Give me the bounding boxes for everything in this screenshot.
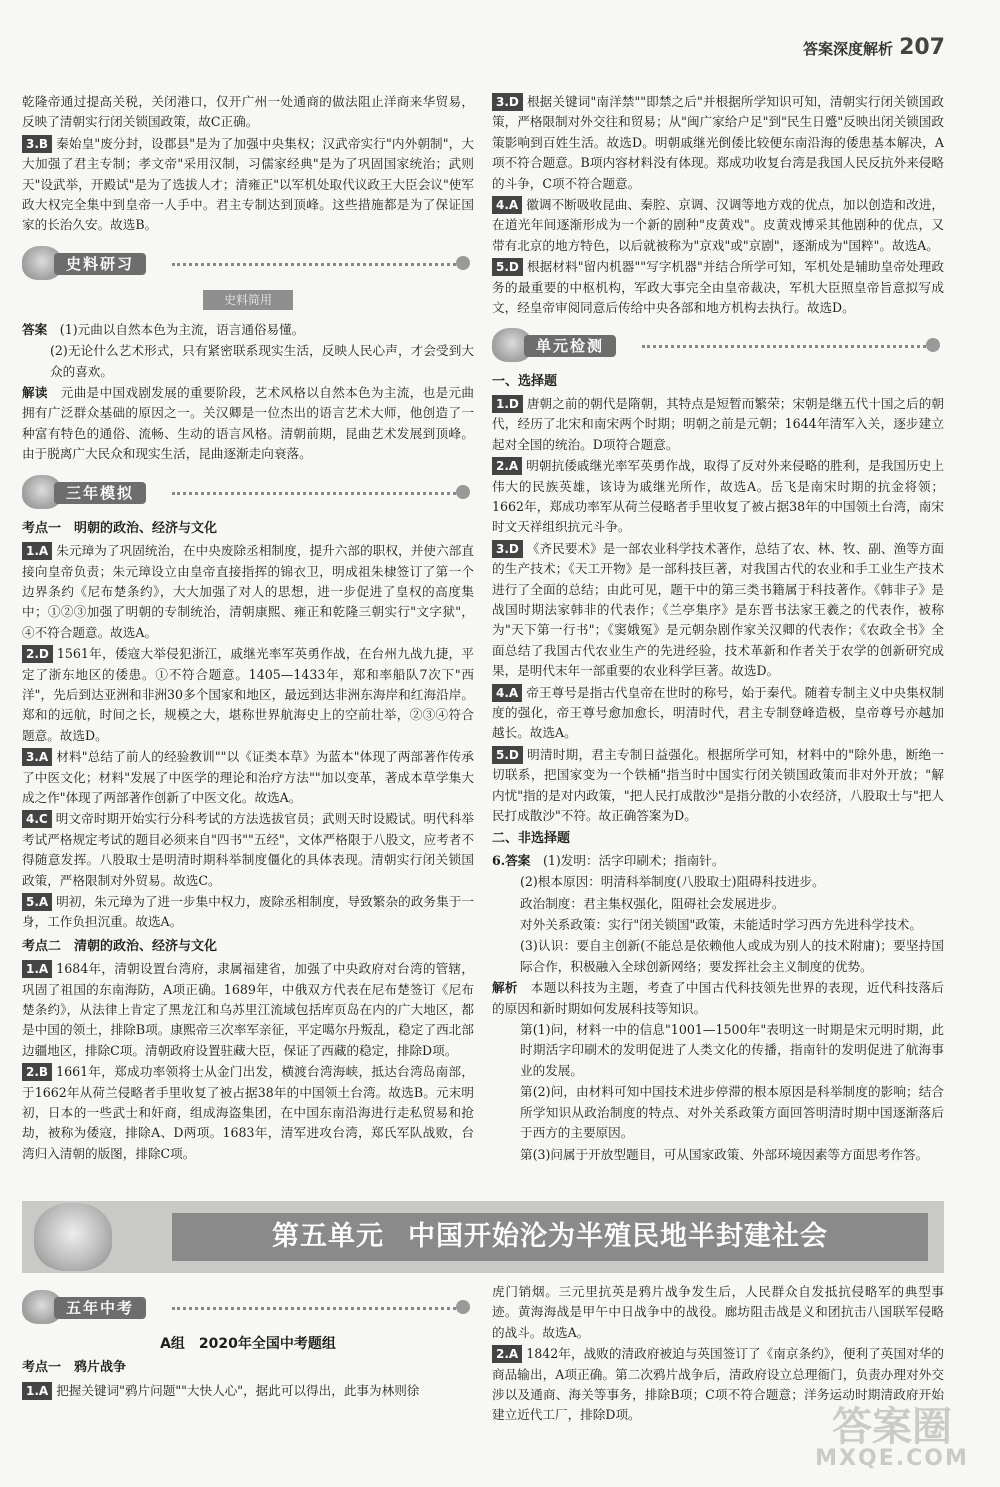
answer-tag: 2.B — [22, 1063, 52, 1081]
section-banner-unit-test — [492, 328, 944, 362]
answer-tag: 2.A — [492, 457, 522, 475]
unit-banner — [22, 1201, 944, 1273]
banner-end-icon — [456, 256, 470, 270]
answer-text: 明清时期，君主专制日益强化。根据所学可知，材料中的"除外患，断绝一切联系，把国家变为一个铁桶"指当时中国实行闭关锁国政策而非对外开放；"解内忧"指的是对内政策，"把人民打成散沙"是指分散的小农经济，八股取士与"把人民打成散沙"不符。故正确答案为D。 — [492, 746, 944, 823]
topic-heading: 考点二 清朝的政治、经济与文化 — [22, 938, 218, 954]
answer-tag: 3.D — [492, 540, 523, 558]
answer-text: (1)元曲以自然本色为主流，语言通俗易懂。 — [59, 321, 305, 337]
answer-tag: 4.A — [492, 196, 522, 214]
explanation-paragraph: 第(2)问，由材料可知中国技术进步停滞的根本原因是科举制度的影响；结合所学知识从政治制度的特点、对外关系政策方面回答明清时期中国逐渐落后于西方的主要原因。 — [520, 1084, 944, 1141]
answer-text: 秦始皇"废分封，设郡县"是为了加强中央集权；汉武帝实行"内外朝制"，大大加强了君主专制；孝文帝"采用汉制，习儒家经典"是为了巩固国家统治；武则天"设武举，开殿试"是为了选拔人才；清雍正"以军机处取代议政王大臣会议"使军政大权完全集中到皇帝一人手中。君主专制达到顶峰。这些措施都是为了保证国家的长治久安。故选B。 — [22, 135, 474, 233]
answer-text: 1661年，郑成功率领将士从金门出发，横渡台湾海峡，抵达台湾岛南部，于1662年从荷兰侵略者手里收复了被占据38年的中国领土台湾。故选B。元末明初，日本的一些武士和奸商，组成海盗集团，在中国东南沿海进行走私贸易和抢劫，被称为倭寇，排除A、D两项。1683年，清军进攻台湾，郑氏军队战败，台湾归入清朝的版图，排除C项。 — [22, 1064, 474, 1161]
banner-end-icon — [926, 338, 940, 352]
answer-item — [492, 539, 944, 682]
answer-item — [22, 892, 474, 933]
answer-paragraph: (2)根本原因：明清科举制度(八股取士)阻碍科技进步。 — [520, 874, 825, 890]
answer-item — [492, 394, 944, 455]
dotted-divider — [172, 1307, 456, 1310]
answer-tag: 4.A — [492, 684, 522, 702]
answer-paragraph: (2)无论什么艺术形式，只有紧密联系现实生活，反映人民心声，才会受到大众的喜欢。 — [50, 343, 474, 379]
answer-text: 1561年，倭寇大举侵犯浙江，戚继光率军英勇作战，在台州九战九捷，平定了浙东地区的倭患。①不符合题意。1405—1433年，郑和率船队7次下"西洋"，先后到达亚洲和非洲30多个国家和地区，最远到达非洲东海岸和红海沿岸。郑和的远航，时间之长，规模之大，堪称世界航海史上的空前壮举，②③④符合题意。故选D。 — [22, 646, 474, 743]
answer-tag: 2.D — [22, 645, 53, 663]
answer-item — [492, 851, 944, 871]
answer-label: 答案 — [22, 321, 48, 337]
answer-tag: 1.A — [22, 960, 52, 978]
section-title: 单元检测 — [524, 335, 616, 357]
answer-tag: 3.B — [22, 135, 52, 153]
page-header — [803, 35, 945, 60]
answer-item — [492, 92, 944, 194]
section-banner-historical-study — [22, 246, 474, 280]
dotted-divider — [172, 263, 456, 266]
explanation-label: 解读 — [22, 385, 48, 401]
unit-number: 第五单元 — [272, 1220, 384, 1252]
header-title: 答案深度解析 — [803, 40, 894, 58]
answer-paragraph: 对外关系政策：实行"闭关锁国"政策，未能适时学习西方先进科学技术。 — [520, 917, 922, 933]
bottom-left-column — [22, 1290, 474, 1402]
answer-tag: 5.A — [22, 893, 52, 911]
section-title: 三年模拟 — [54, 482, 146, 504]
answer-item — [492, 456, 944, 538]
banner-end-icon — [456, 1300, 470, 1314]
subsection-heading: 一、选择题 — [492, 374, 558, 390]
unit-title: 中国开始沦为半殖民地半封建社会 — [408, 1220, 828, 1252]
answer-item — [492, 257, 944, 318]
answer-item — [22, 809, 474, 891]
answer-text: 帝王尊号是指古代皇帝在世时的称号，始于秦代。随着专制主义中央集权制度的强化，帝王尊号愈加愈长，明清时代，君主专制登峰造极，皇帝尊号亦越加越长。故选A。 — [492, 684, 944, 741]
answer-paragraph: (3)认识：要自主创新(不能总是依赖他人或成为别人的技术附庸)；要坚持国际合作，积极融入全球创新网络；要发挥社会主义制度的优势。 — [520, 938, 944, 974]
right-column — [492, 92, 944, 1166]
unit-title-bar — [172, 1213, 928, 1261]
answer-text: 明初，朱元璋为了进一步集中权力，废除丞相制度，导致繁杂的政务集于一身，工作负担沉重。故选A。 — [22, 894, 474, 930]
answer-text: 1842年，战败的清政府被迫与英国签订了《南京条约》，便利了英国对华的商品输出，A项正确。第二次鸦片战争后，清政府设立总理衙门，负责办理对外交涉以及通商、海关等事务，排除B项；C项不符合题意；洋务运动时期清政府开始建立近代工厂，排除D项。 — [492, 1346, 944, 1423]
answer-text: 徽调不断吸收昆曲、秦腔、京调、汉调等地方戏的优点，加以创造和改进，在道光年间逐渐形成为一个新的剧种"皮黄戏"。皮黄戏博采其他剧种的优点，又带有北京的地方特色，以后就被称为"京戏"或"京剧"，逐渐成为"国粹"。故选A。 — [492, 197, 944, 253]
answer-text: 1684年，清朝设置台湾府，隶属福建省，加强了中央政府对台湾的管辖，巩固了祖国的东南海防，A项正确。1689年，中俄双方代表在尼布楚签订《尼布楚条约》，从法律上肯定了黑龙江和乌苏里江流域包括库页岛在内的广大地区，都是中国的领土，排除B项。康熙帝三次率军亲征，平定噶尔丹叛乱，稳定了西北部边疆地区，排除C项。清朝政府设置驻藏大臣，保证了西藏的稳定，排除D项。 — [22, 961, 474, 1058]
answer-item — [22, 541, 474, 643]
topic-heading: 考点一 明朝的政治、经济与文化 — [22, 520, 218, 536]
explanation-paragraph: 第(1)问，材料一中的信息"1001—1500年"表明这一时期是宋元明时期，此时期活字印刷术的发明促进了人类文化的传播，指南针的发明促进了航海事业的发展。 — [520, 1022, 944, 1078]
section-banner-three-year-mock — [22, 475, 474, 509]
answer-tag: 1.A — [22, 542, 52, 560]
explanation-paragraph: 第(3)问属于开放型题目，可从国家政策、外部环境因素等方面思考作答。 — [520, 1146, 929, 1162]
answer-tag: 4.C — [22, 810, 52, 828]
answer-text: 根据材料"留内机器""写字机器"并结合所学可知，军机处是辅助皇帝处理政务的最重要的中枢机构，军政大事完全由皇帝裁决，军机大臣照皇帝旨意拟写成文，经皇帝审阅同意后传给中央各部和地方机构去执行。故选D。 — [492, 259, 944, 316]
watermark-text: 答案圈 — [832, 1403, 952, 1450]
answer-text: 唐朝之前的朝代是隋朝，其特点是短暂而繁荣；宋朝是继五代十国之后的朝代，经历了北宋和南宋两个时期；明朝之前是元朝；1644年清军入关，逐步建立起对全国的统治。D项符合题意。 — [492, 395, 944, 452]
answer-item — [22, 134, 474, 236]
answer-text: 把握关键词"鸦片问题""大快人心"，据此可以得出，此事为林则徐 — [56, 1382, 420, 1398]
answer-tag: 1.D — [492, 395, 523, 413]
answer-item — [22, 1062, 474, 1164]
watermark-logo — [812, 1392, 972, 1482]
answer-paragraph: 政治制度：君主集权强化，阻碍社会发展进步。 — [520, 895, 785, 911]
watermark-url: MXQE.COM — [815, 1445, 969, 1471]
left-column — [22, 92, 474, 1165]
answer-text: 明文帝时期开始实行分科考试的方法选拔官员；武则天时设殿试。明代科举考试严格规定考试的题目必须来自"四书""五经"，文体严格限于八股文，应考者不得随意发挥。八股取士是明清时期科举制度僵化的具体表现。清朝实行闭关锁国政策，严格限制对外贸易。故选C。 — [22, 811, 474, 888]
dotted-divider — [642, 345, 926, 348]
answer-tag: 1.A — [22, 1382, 52, 1400]
explanation-text: 元曲是中国戏剧发展的重要阶段，艺术风格以自然本色为主流，也是元曲拥有广泛群众基础的原因之一。关汉卿是一位杰出的语言艺术大师，他创造了一种富有特色的通俗、流畅、生动的语言风格。清朝前期，昆曲艺术发展到顶峰。由于脱离广大民众和现实生活，昆曲逐渐走向衰落。 — [22, 385, 475, 462]
section-title: 史料研习 — [54, 253, 146, 275]
explanation — [492, 978, 944, 1019]
subsection-heading: 二、非选择题 — [492, 831, 571, 847]
answer-item — [22, 644, 474, 746]
answer-text: 《齐民要术》是一部农业科学技术著作，总结了农、林、牧、副、渔等方面的生产技术；《天工开物》是一部科技巨著，对我国古代的农业和手工业生产技术进行了全面的总结；由此可见，题干中的第三类书籍属于科技著作。《韩非子》是战国时期法家韩非的代表作；《兰亭集序》是东晋书法家王羲之的代表作，被称为"天下第一行书"；《窦娥冤》是元朝杂剧作家关汉卿的代表作；《农政全书》全面总结了我国古代农业生产的先进经验，技术革新和作者关于农学的创新研究成果，是明代末年一部重要的农业科学巨著。故选D。 — [492, 540, 944, 679]
answer-label: 6.答案 — [492, 852, 531, 868]
answer-item — [22, 320, 474, 340]
answer-paragraph: 乾隆帝通过提高关税，关闭港口，仅开广州一处通商的做法阻止洋商来华贸易，反映了清朝实行闭关锁国政策，故C正确。 — [22, 94, 474, 130]
dotted-divider — [172, 492, 456, 495]
answer-tag: 5.D — [492, 746, 523, 764]
answer-tag: 3.A — [22, 748, 52, 766]
mascot-icon — [34, 1203, 112, 1271]
explanation-label: 解析 — [492, 980, 518, 996]
section-title: 五年中考 — [54, 1297, 146, 1319]
answer-item — [492, 683, 944, 744]
answer-tag: 5.D — [492, 258, 523, 276]
answer-item — [22, 1381, 474, 1401]
page-number: 207 — [899, 35, 945, 60]
answer-tag: 3.D — [492, 93, 523, 111]
group-title: A组 2020年全国中考题组 — [160, 1336, 336, 1352]
answer-paragraph: 虎门销烟。三元里抗英是鸦片战争发生后，人民群众自发抵抗侵略军的典型事迹。黄海海战是甲午中日战争中的战役。廊坊阻击战是义和团抗击八国联军侵略的战斗。故选A。 — [492, 1284, 944, 1340]
banner-end-icon — [456, 485, 470, 499]
answer-text: 明朝抗倭戚继光率军英勇作战，取得了反对外来侵略的胜利，是我国历史上伟大的民族英雄，该诗为戚继光所作，故选A。岳飞是南宋时期的抗金将领；1662年，郑成功率军从荷兰侵略者手里收复了被占据38年的中国领土台湾，南宋时文天祥组织抗元斗争。 — [492, 458, 944, 535]
answer-text: 材料"总结了前人的经验教训""以《证类本草》为蓝本"体现了两部著作传承了中医文化；材料"发展了中医学的理论和治疗方法""加以变革，著成本草学集大成之作"体现了两部著作创新了中医文化。故选A。 — [22, 749, 474, 805]
explanation — [22, 383, 474, 465]
answer-item — [492, 745, 944, 827]
answer-item — [22, 959, 474, 1061]
answer-tag: 2.A — [492, 1345, 522, 1363]
answer-text: 根据关键词"南洋禁""即禁之后"并根据所学知识可知，清朝实行闭关锁国政策，严格限制对外交往和贸易；从"闽广家给户足"到"民生日蹙"反映出闭关锁国政策影响到百姓生活。故选D。明朝戚继光倒倭比较便东南沿海的倭患基本解决，A项不符合题意。B项内容材料没有体现。郑成功收复台湾是我国人民反抗外来侵略的斗争，C项不符合题意。 — [492, 94, 944, 191]
explanation-text: 本题以科技为主题，考查了中国古代科技领先世界的表现，近代科技落后的原因和新时期如何发展科技等知识。 — [492, 980, 945, 1016]
answer-item — [22, 747, 474, 808]
section-banner-five-year-exam — [22, 1290, 474, 1324]
topic-heading: 考点一 鸦片战争 — [22, 1360, 127, 1376]
answer-text: 朱元璋为了巩固统治，在中央废除丞相制度，提升六部的职权，并使六部直接向皇帝负责；朱元璋设立由皇帝直接指挥的锦衣卫，明成祖朱棣签订了第一个边界条约《尼布楚条约》，大大加强了对人的思想，进一步促进了皇权的高度集中；①②③加强了明朝的专制统治，清朝康熙、雍正和乾隆三朝实行"文字狱"，④不符合题意。故选A。 — [22, 543, 474, 640]
answer-text: (1)发明：活字印刷术；指南针。 — [542, 852, 725, 868]
answer-item — [492, 195, 944, 256]
sub-badge: 史料简用 — [203, 290, 293, 310]
